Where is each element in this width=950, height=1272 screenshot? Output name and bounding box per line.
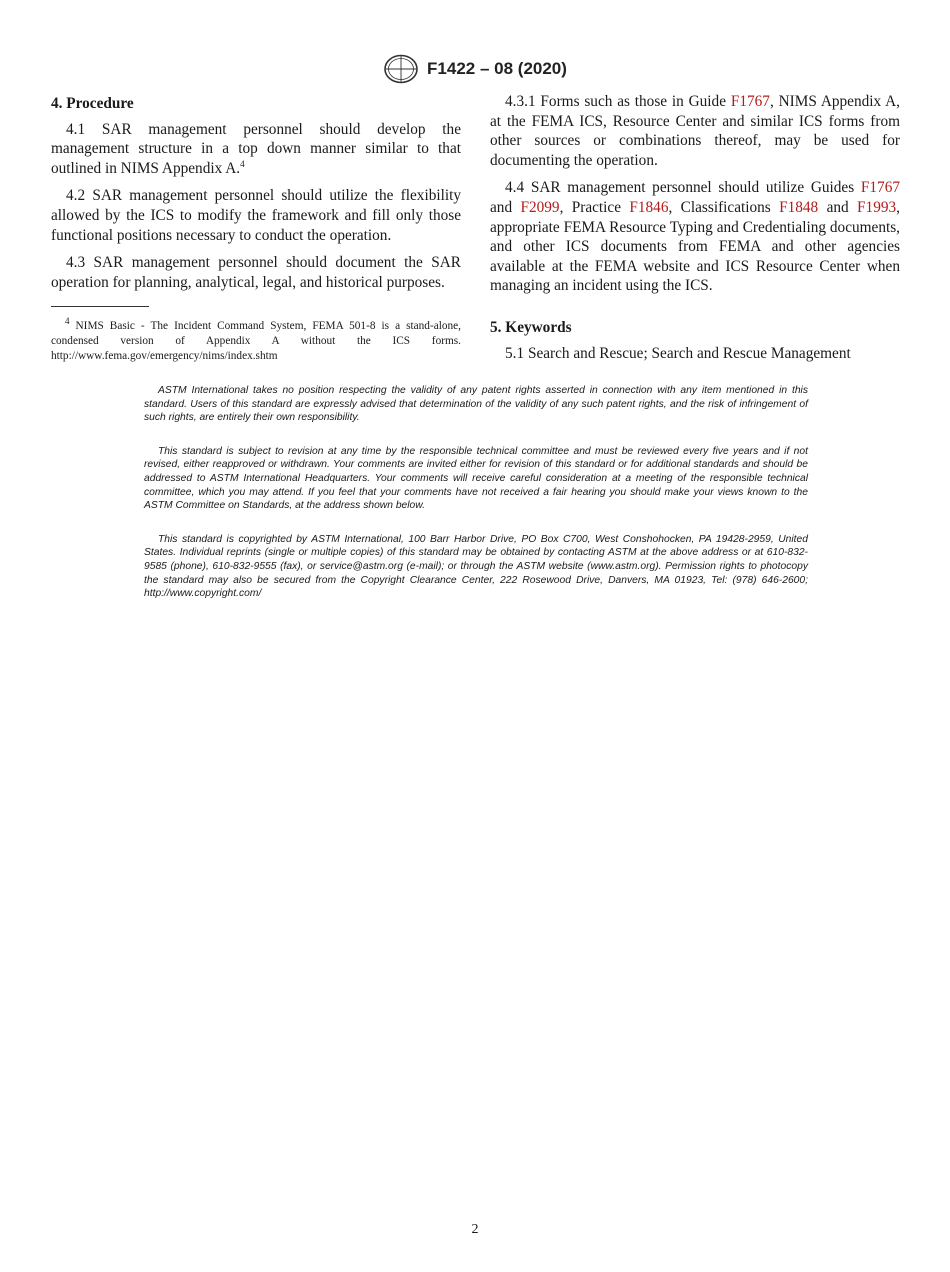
ref-f1846-link[interactable]: F1846 — [629, 198, 669, 216]
ref-f1767-link[interactable]: F1767 — [730, 93, 770, 110]
ref-f2099-link[interactable]: F2099 — [520, 198, 560, 216]
legal-notices — [144, 384, 808, 621]
ref-f1848-link[interactable]: F1848 — [779, 198, 819, 216]
page-number: 2 — [471, 1222, 479, 1237]
paragraph-4-1: 4.1 SAR management personnel should develop the management structure in a top down manner similar to that outlined in NIMS Appendix A.$^4$ — [51, 120, 461, 177]
ref-f1993-link[interactable]: F1993 — [857, 198, 897, 216]
paragraph-4-3-1: 4.3.1 Forms such as those in Guide F1767, NIMS Appendix A, at the FEMA ICS, Resource Center and similar ICS forms from other sources or combinations thereof, may be used for documenting the operation. — [490, 93, 900, 169]
paragraph-5-1: 5.1 Search and Rescue; Search and Rescue Management — [505, 344, 851, 362]
footnote-ref-4[interactable]: 4 — [240, 158, 245, 169]
left-column — [51, 92, 461, 375]
astm-logo-icon — [383, 54, 419, 84]
footnote-marker: 4 — [65, 315, 70, 326]
paragraph-4-4: 4.4 SAR management personnel should utilize Guides F1767 and F2099, Practice F1846, Classifications F1848 and F1993, appropriate FEMA Resource Typing and Credentialing documents, and other ICS documents from FEMA and other agencies available at the FEMA website and ICS Resource Center when managing an incident using the ICS. — [490, 179, 900, 295]
right-column — [490, 92, 900, 371]
section-5 — [490, 318, 900, 363]
page-header — [0, 54, 950, 89]
section-5-title: 5. Keywords — [490, 318, 572, 336]
footnote-divider — [51, 306, 149, 307]
section-4-title: 4. Procedure — [51, 95, 134, 112]
standard-designation: F1422 – 08 (2020) — [427, 59, 567, 78]
footnote-4: $^4$ NIMS Basic - The Incident Command System, FEMA 501-8 is a stand-alone, condensed version of Appendix A without the ICS forms. http://www.fema.gov/emergency/nims/index.shtm — [51, 315, 461, 362]
paragraph-4-3: 4.3 SAR management personnel should document the SAR operation for planning, analytical, legal, and historical purposes. — [51, 254, 461, 291]
patent-notice: ASTM International takes no position respecting the validity of any patent rights asserted in connection with any item mentioned in this standard. Users of this standard are expressly advised that determination of the validity of any such patent rights, and the risk of infringement of such rights, are entirely their own responsibility. — [144, 385, 808, 424]
paragraph-4-2: 4.2 SAR management personnel should utilize the flexibility allowed by the ICS to modify the framework and fill only those functional positions necessary to conduct the operation. — [51, 187, 461, 244]
ref-f1767-link[interactable]: F1767 — [860, 179, 900, 197]
copyright-notice: This standard is copyrighted by ASTM International, 100 Barr Harbor Drive, PO Box C700, West Conshohocken, PA 19428-2959, United States. Individual reprints (single or multiple copies) of this standard may be obtained by contacting ASTM at the above address or at 610-832-9585 (phone), 610-832-9555 (fax), or service@astm.org (e-mail); or through the ASTM website (www.astm.org). Permission rights to photocopy the standard may also be secured from the Copyright Clearance Center, 222 Rosewood Drive, Danvers, MA 01923, Tel: (978) 646-2600; http://www.copyright.com/ — [144, 533, 808, 600]
revision-notice: This standard is subject to revision at any time by the responsible technical committee and must be reviewed every five years and if not revised, either reapproved or withdrawn. Your comments are invited either for revision of this standard or for additional standards and should be addressed to ASTM International Headquarters. Your comments will receive careful consideration at a meeting of the responsible technical committee, which you may attend. If you feel that your comments have not received a fair hearing you should make your views known to the ASTM Committee on Standards, at the address shown below. — [144, 445, 808, 512]
